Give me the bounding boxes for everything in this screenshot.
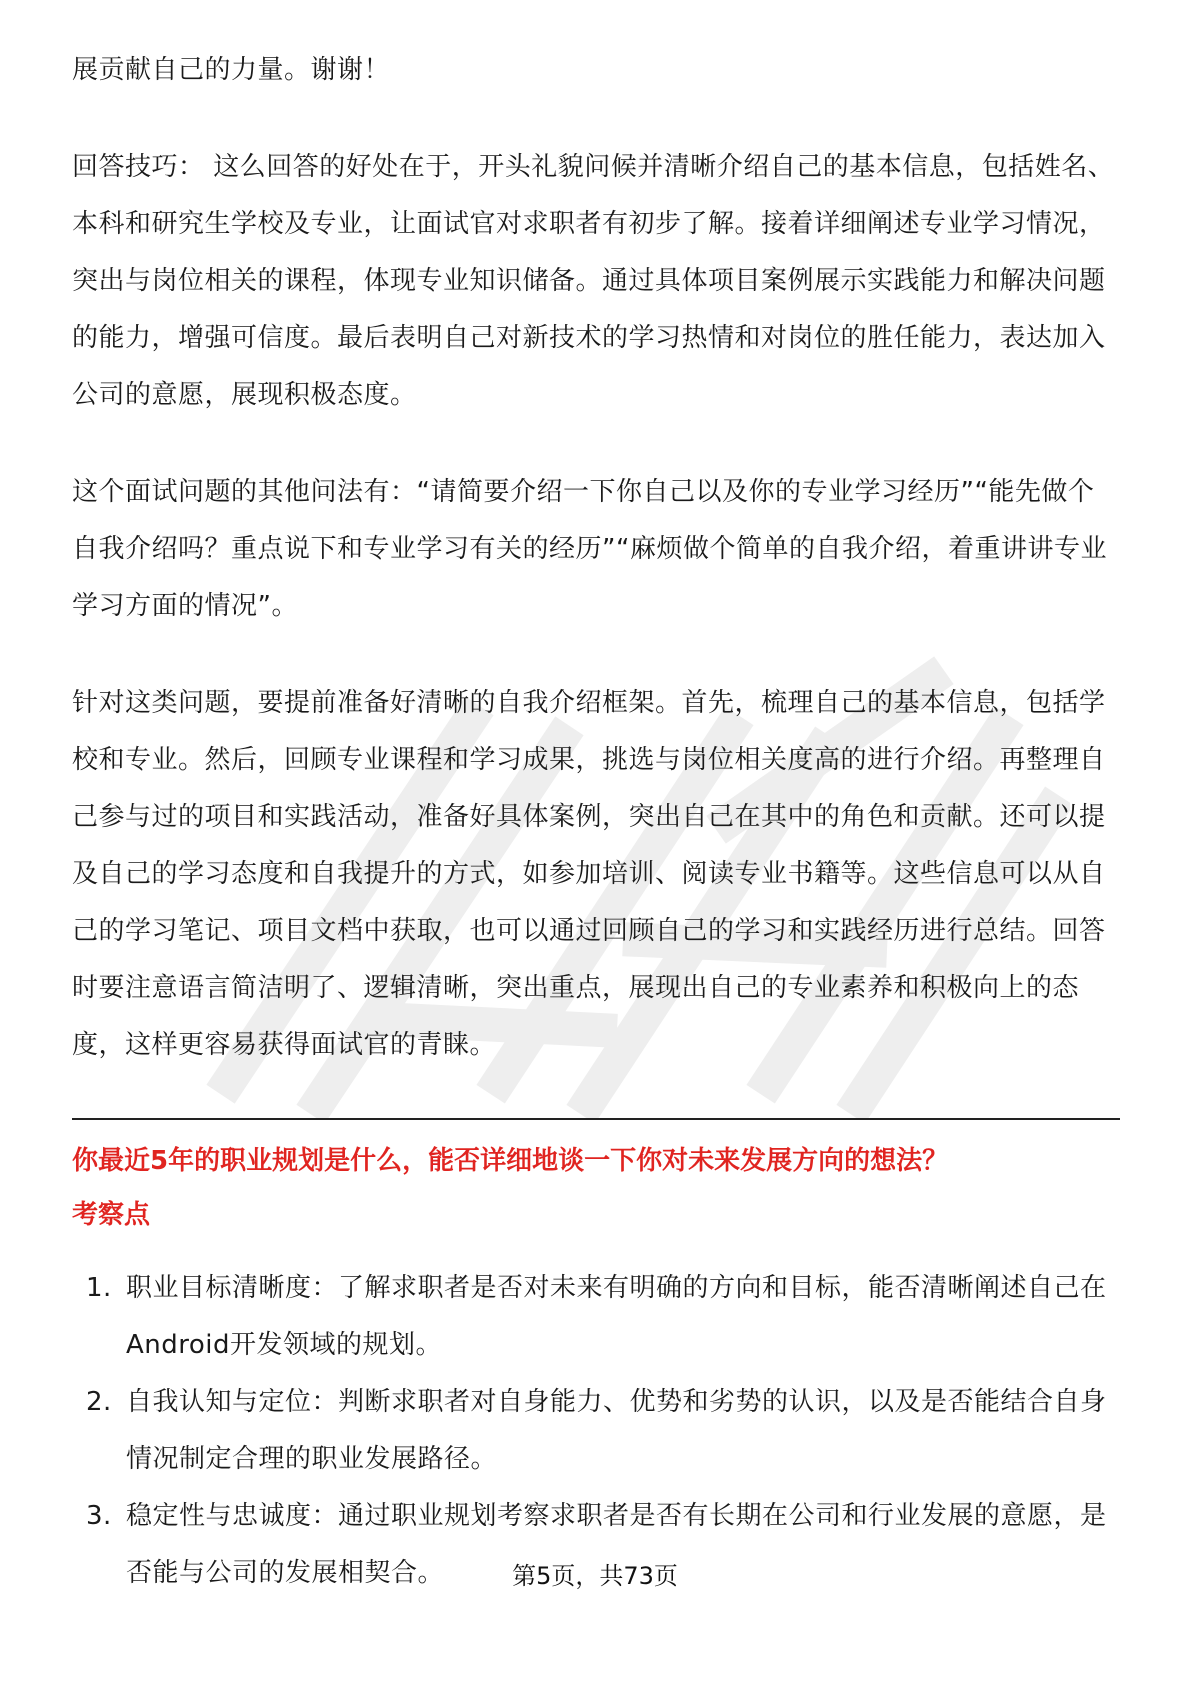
list-item-number: 1. bbox=[86, 1273, 112, 1303]
list-item-text: 自我认知与定位：判断求职者对自身能力、优势和劣势的认识，以及是否能结合自身情况制定合理的职业发展路径。 bbox=[126, 1387, 1107, 1474]
page-number: 第5页，共73页 bbox=[512, 1562, 678, 1590]
list-item bbox=[72, 1260, 1120, 1374]
paragraph-closing: 展贡献自己的力量。谢谢！ bbox=[72, 55, 391, 85]
paragraph-preparation-advice: 针对这类问题，要提前准备好清晰的自我介绍框架。首先，梳理自己的基本信息，包括学校和专业。然后，回顾专业课程和学习成果，挑选与岗位相关度高的进行介绍。再整理自己参与过的项目和实践活动，准备好具体案例，突出自己在其中的角色和贡献。还可以提及自己的学习态度和自我提升的方式，如参加培训、阅读专业书籍等。这些信息可以从自己的学习笔记、项目文档中获取，也可以通过回顾自己的学习和实践经历进行总结。回答时要注意语言简洁明了、逻辑清晰，突出重点，展现出自己的专业素养和积极向上的态度，这样更容易获得面试官的青睐。 bbox=[72, 688, 1106, 1060]
list-item-text: 稳定性与忠诚度：通过职业规划考察求职者是否有长期在公司和行业发展的意愿，是否能与公司的发展相契合。 bbox=[126, 1501, 1107, 1588]
question-subheading: 考察点 bbox=[72, 1200, 151, 1230]
question-title: 你最近5年的职业规划是什么，能否详细地谈一下你对未来发展方向的想法？ bbox=[72, 1146, 949, 1176]
list-item-number: 3. bbox=[86, 1501, 112, 1531]
main-content bbox=[72, 42, 1120, 1602]
paragraph-answer-tips: 回答技巧： 这么回答的好处在于，开头礼貌问候并清晰介绍自己的基本信息，包括姓名、本科和研究生学校及专业，让面试官对求职者有初步了解。接着详细阐述专业学习情况，突出与岗位相关的课程，体现专业知识储备。通过具体项目案例展示实践能力和解决问题的能力，增强可信度。最后表明自己对新技术的学习热情和对岗位的胜任能力，表达加入公司的意愿，展现积极态度。 bbox=[72, 152, 1115, 410]
list-item-text: 职业目标清晰度：了解求职者是否对未来有明确的方向和目标，能否清晰阐述自己在Android开发领域的规划。 bbox=[126, 1273, 1107, 1360]
assessment-points-list bbox=[72, 1260, 1120, 1602]
list-item-number: 2. bbox=[86, 1387, 112, 1417]
paragraph-alternative-questions: 这个面试问题的其他问法有：“请简要介绍一下你自己以及你的专业学习经历”“能先做个自我介绍吗？重点说下和专业学习有关的经历”“麻烦做个简单的自我介绍，着重讲讲专业学习方面的情况”。 bbox=[72, 477, 1107, 621]
section-divider bbox=[72, 1118, 1120, 1120]
list-item bbox=[72, 1374, 1120, 1488]
